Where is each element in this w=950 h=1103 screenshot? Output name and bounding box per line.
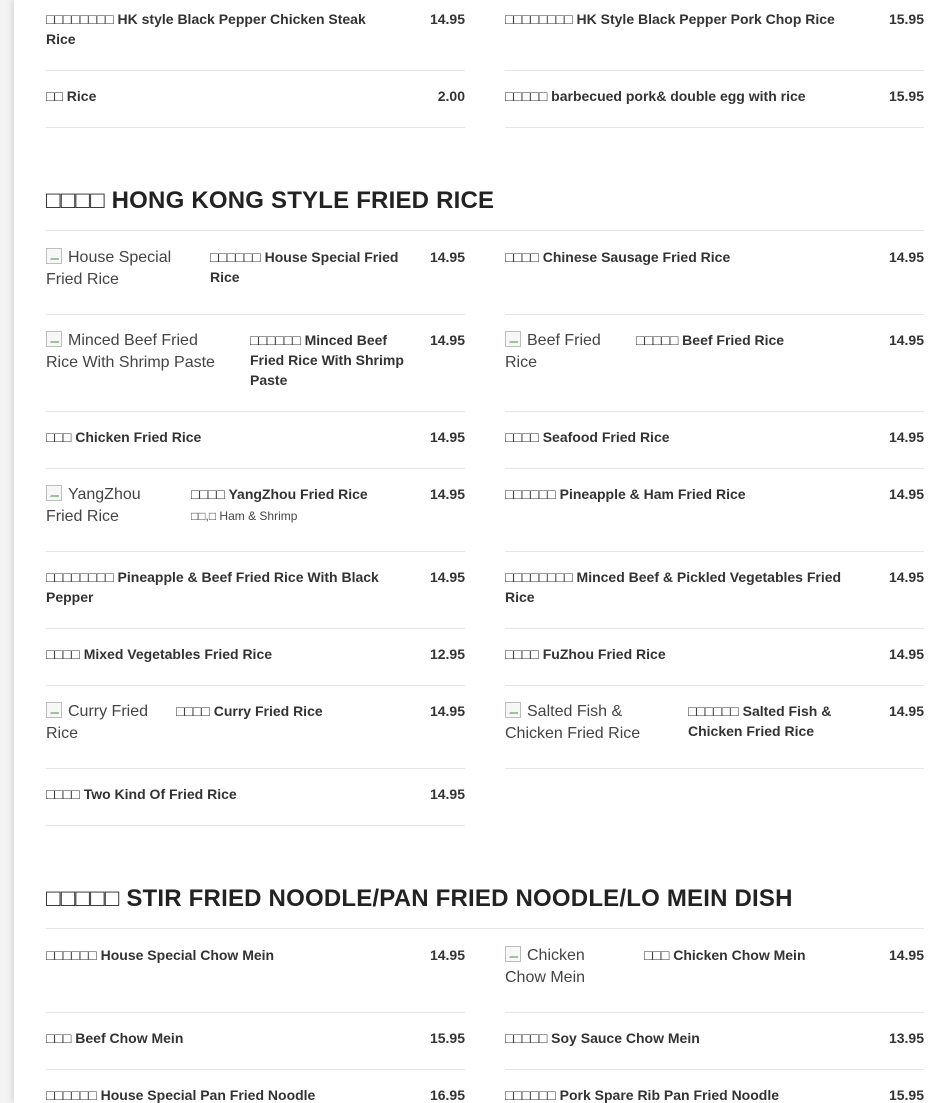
item-name: □□ Rice <box>46 88 97 104</box>
section-title-noodles: □□□□□ STIR FRIED NOODLE/PAN FRIED NOODLE/LO MEIN DISH <box>46 885 793 912</box>
item-divider <box>505 411 924 412</box>
item-price: 14.95 <box>888 332 924 348</box>
item-name: □□□□ YangZhou Fried Rice <box>191 486 368 502</box>
item-image-alt: Minced Beef Fried Rice With Shrimp Paste <box>46 332 215 371</box>
broken-image-icon <box>46 485 62 501</box>
item-price: 14.95 <box>429 11 465 27</box>
broken-image-icon <box>505 331 521 347</box>
item-name: □□□□□□ Pineapple & Ham Fried Rice <box>505 486 746 502</box>
item-image-alt: Beef Fried Rice <box>505 332 601 371</box>
item-image-alt: YangZhou Fried Rice <box>46 486 141 525</box>
item-name: □□□□□□ Pork Spare Rib Pan Fried Noodle <box>505 1087 780 1103</box>
item-price: 14.95 <box>429 429 465 445</box>
menu-item[interactable] <box>46 701 465 769</box>
item-name: □□□□□□□□ HK style Black Pepper Chicken Steak Rice <box>46 11 366 47</box>
item-image[interactable] <box>46 330 231 374</box>
item-divider <box>505 314 924 315</box>
item-name: □□□□□□ House Special Chow Mein <box>46 947 275 963</box>
item-divider <box>46 628 465 629</box>
item-image[interactable] <box>46 247 186 291</box>
menu-item[interactable] <box>46 247 465 315</box>
menu-item[interactable] <box>505 484 924 552</box>
item-divider <box>505 551 924 552</box>
broken-image-icon <box>46 248 62 264</box>
item-divider <box>46 127 465 128</box>
menu-item[interactable] <box>505 86 924 128</box>
item-price: 12.95 <box>429 646 465 662</box>
item-name: □□□□□□□□ HK Style Black Pepper Pork Chop Rice <box>505 11 835 27</box>
item-price: 14.95 <box>429 249 465 265</box>
item-name: □□□ Chicken Chow Mein <box>644 947 806 963</box>
menu-card <box>14 0 950 1103</box>
item-price: 14.95 <box>429 947 465 963</box>
menu-item[interactable] <box>46 644 465 686</box>
item-price: 15.95 <box>429 1030 465 1046</box>
item-name: □□□□ Two Kind Of Fried Rice <box>46 786 237 802</box>
menu-item[interactable] <box>505 247 924 315</box>
menu-item[interactable] <box>505 945 924 1013</box>
item-divider <box>46 685 465 686</box>
item-divider <box>505 70 924 71</box>
item-name: □□□□ Mixed Vegetables Fried Rice <box>46 646 273 662</box>
item-price: 14.95 <box>888 703 924 719</box>
item-name: □□□□□□□□ Pineapple & Beef Fried Rice With Black Pepper <box>46 569 379 605</box>
item-price: 14.95 <box>888 646 924 662</box>
menu-item[interactable] <box>46 427 465 469</box>
item-name: □□□□ Seafood Fried Rice <box>505 429 670 445</box>
menu-item[interactable] <box>505 644 924 686</box>
item-price: 14.95 <box>429 486 465 502</box>
item-price: 15.95 <box>888 11 924 27</box>
item-price: 2.00 <box>437 88 465 104</box>
item-price: 14.95 <box>429 569 465 585</box>
item-divider <box>505 768 924 769</box>
item-name: □□□□ Curry Fried Rice <box>176 703 323 719</box>
item-price: 14.95 <box>429 332 465 348</box>
item-price: 15.95 <box>888 1087 924 1103</box>
item-price: 14.95 <box>888 486 924 502</box>
item-price: 14.95 <box>888 569 924 585</box>
item-price: 14.95 <box>888 947 924 963</box>
item-name: □□□□□ barbecued pork& double egg with rice <box>505 88 806 104</box>
menu-item[interactable] <box>46 945 465 1013</box>
item-divider <box>505 628 924 629</box>
item-name: □□□□□□□□ Minced Beef & Pickled Vegetables Fried Rice <box>505 569 842 605</box>
menu-item[interactable] <box>505 9 924 71</box>
menu-item[interactable] <box>505 1028 924 1070</box>
broken-image-icon <box>505 702 521 718</box>
section-title-fried-rice: □□□□ HONG KONG STYLE FRIED RICE <box>46 187 495 214</box>
item-divider <box>46 468 465 469</box>
item-divider <box>46 825 465 826</box>
item-price: 13.95 <box>888 1030 924 1046</box>
item-divider <box>46 314 465 315</box>
broken-image-icon <box>46 702 62 718</box>
menu-item[interactable] <box>46 567 465 629</box>
item-divider <box>46 1069 465 1070</box>
menu-item[interactable] <box>46 1085 465 1103</box>
item-price: 16.95 <box>429 1087 465 1103</box>
item-name: □□□□□ Beef Fried Rice <box>636 332 785 348</box>
item-divider <box>46 70 465 71</box>
item-price: 14.95 <box>888 249 924 265</box>
broken-image-icon <box>505 946 521 962</box>
item-image-alt: Chicken Chow Mein <box>505 947 586 986</box>
item-divider <box>505 468 924 469</box>
menu-item[interactable] <box>46 9 465 71</box>
menu-item[interactable] <box>505 1085 924 1103</box>
item-name: □□□□□□ Minced Beef Fried Rice With Shrimp Paste <box>250 332 404 388</box>
item-divider <box>46 551 465 552</box>
item-image[interactable] <box>505 701 670 745</box>
menu-item[interactable] <box>505 330 924 412</box>
item-name: □□□ Beef Chow Mein <box>46 1030 184 1046</box>
item-image-alt: House Special Fried Rice <box>46 249 172 288</box>
item-name: □□□□□□ Salted Fish & Chicken Fried Rice <box>688 703 832 739</box>
item-divider <box>505 127 924 128</box>
menu-item[interactable] <box>46 330 465 412</box>
item-image[interactable] <box>46 484 176 528</box>
item-name: □□□□ FuZhou Fried Rice <box>505 646 666 662</box>
menu-item[interactable] <box>505 427 924 469</box>
item-name: □□□□□□ House Special Fried Rice <box>210 249 399 285</box>
menu-item[interactable] <box>46 86 465 128</box>
item-price: 15.95 <box>888 88 924 104</box>
section-divider <box>46 230 924 231</box>
item-name: □□□□□□ House Special Pan Fried Noodle <box>46 1087 316 1103</box>
menu-item[interactable] <box>505 567 924 629</box>
item-divider <box>505 1069 924 1070</box>
menu-item[interactable] <box>46 484 465 552</box>
menu-item[interactable] <box>46 1028 465 1070</box>
item-price: 14.95 <box>429 786 465 802</box>
broken-image-icon <box>46 331 62 347</box>
item-image-alt: Salted Fish & Chicken Fried Rice <box>505 703 641 742</box>
item-image[interactable] <box>505 330 620 374</box>
item-divider <box>505 1012 924 1013</box>
item-divider <box>505 685 924 686</box>
item-image[interactable] <box>46 701 161 745</box>
menu-item[interactable] <box>46 784 465 826</box>
item-divider <box>46 411 465 412</box>
item-price: 14.95 <box>888 429 924 445</box>
item-image[interactable] <box>505 945 630 989</box>
item-divider <box>46 768 465 769</box>
menu-item[interactable] <box>505 701 924 769</box>
section-divider <box>46 928 924 929</box>
item-divider <box>46 1012 465 1013</box>
item-name: □□□□ Chinese Sausage Fried Rice <box>505 249 731 265</box>
item-price: 14.95 <box>429 703 465 719</box>
item-name: □□□□□ Soy Sauce Chow Mein <box>505 1030 700 1046</box>
item-description: □□,□ Ham & Shrimp <box>191 509 298 523</box>
item-image-alt: Curry Fried Rice <box>46 703 149 742</box>
item-name: □□□ Chicken Fried Rice <box>46 429 202 445</box>
